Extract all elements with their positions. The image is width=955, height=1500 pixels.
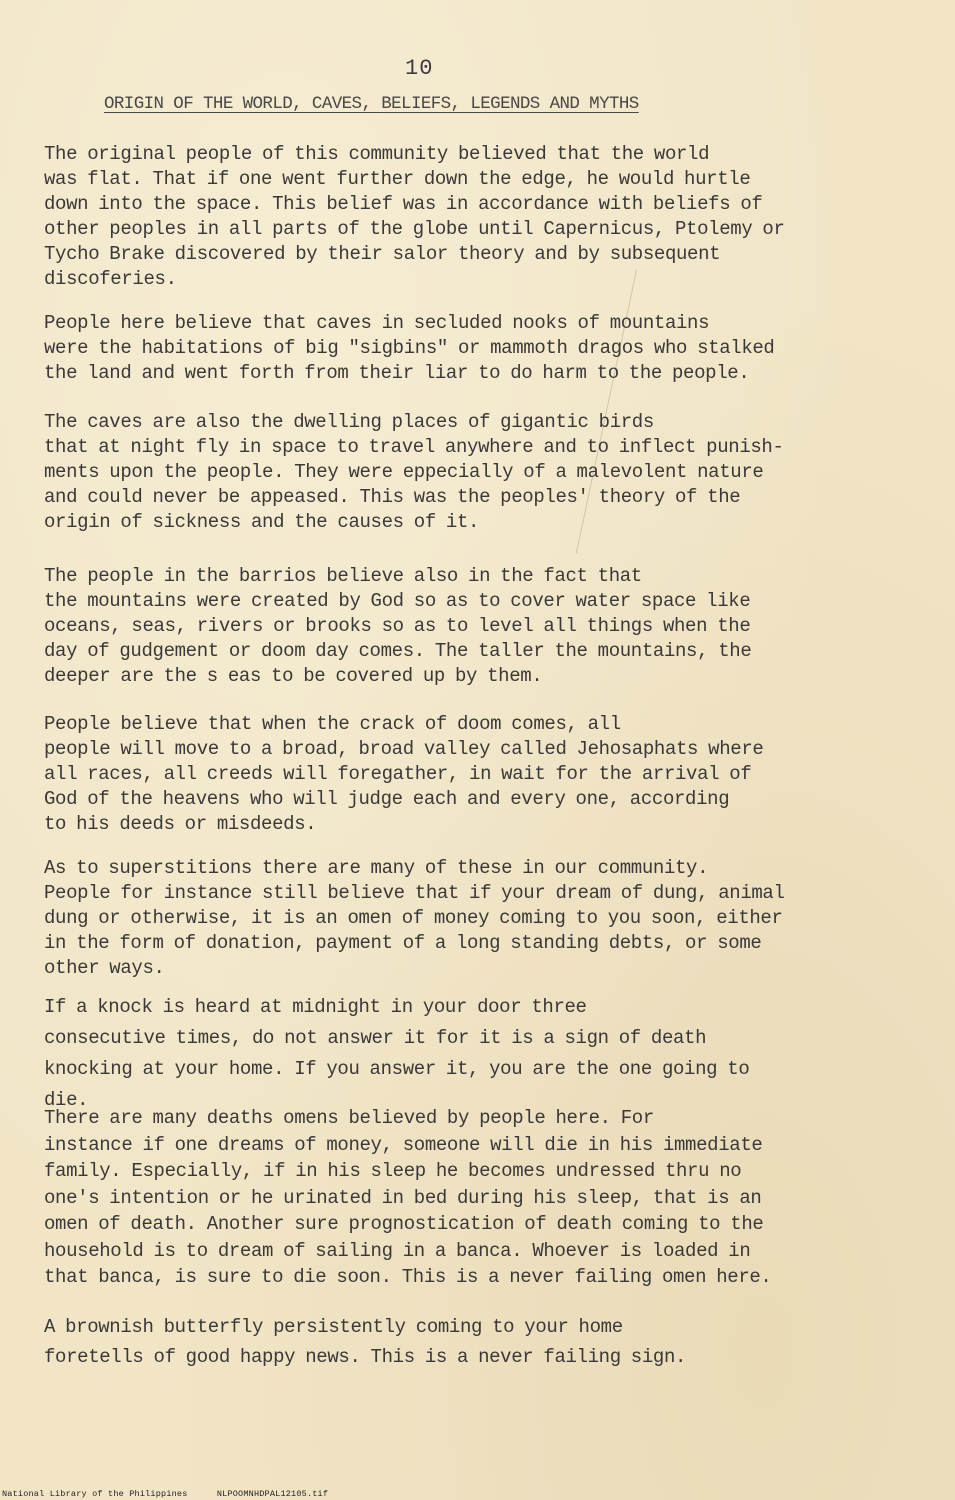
paragraph-brownish-butterfly: A brownish butterfly persistently coming to your home foretells of good happy news. This is a never failing sign.: [44, 1316, 687, 1368]
paragraph-mountains-creation: The people in the barrios believe also in the fact that the mountains were created by God so as to cover water space like oceans, seas, rivers or brooks so as to level all things when the day of gudgement or doom day comes. The taller the mountains, the deeper are the s eas to be covered up by them.: [44, 565, 752, 687]
paragraph-gigantic-birds: The caves are also the dwelling places of gigantic birds that at night fly in space to travel anywhere and to inflect punish- ments upon the people. They were eppecially of a malevolent nature and could never be appeased. This was the peoples' theory of the origin of sickness and the causes of it.: [44, 411, 784, 533]
footer-library-name: National Library of the Philippines: [2, 1489, 188, 1499]
paragraph-caves-sigbins: People here believe that caves in secluded nooks of mountains were the habitations of big "sigbins" or mammoth dragos who stalked the land and went forth from their liar to do harm to the people.: [44, 312, 775, 384]
paragraph-origin-flat-world: The original people of this community believed that the world was flat. That if one went further down the edge, he would hurtle down into the space. This belief was in accordance with beliefs of other peoples in all parts of the globe until Capernicus, Ptolemy or Tycho Brake discovered by their salor theory and by subsequent discoferies.: [44, 143, 785, 290]
footer-file-id: NLPOOMNHDPAL12105.tif: [216, 1489, 329, 1499]
paragraph-death-omens: There are many deaths omens believed by people here. For instance if one dreams of money, someone will die in his immediate family. Especially, if in his sleep he becomes undressed thru no one's intention or he urinated in bed during his sleep, that is an omen of death. Another sure prognostication of death coming to the household is to dream of sailing in a banca. Whoever is loaded in that banca, is sure to die soon. This is a never failing omen here.: [44, 1107, 772, 1288]
scan-footer: [2, 1489, 352, 1499]
paragraph-crack-of-doom: People believe that when the crack of doom comes, all people will move to a broad, broad valley called Jehosaphats where all races, all creeds will foregather, in wait for the arrival of God of the heavens who will judge each and every one, according to his deeds or misdeeds.: [44, 713, 764, 835]
paragraph-midnight-knock: If a knock is heard at midnight in your door three consecutive times, do not answer it for it is a sign of death knocking at your home. If you answer it, you are the one going to die.: [44, 996, 750, 1111]
paragraph-superstitions-dung: As to superstitions there are many of these in our community. People for instance still believe that if your dream of dung, animal dung or otherwise, it is an omen of money coming to you soon, either in the form of donation, payment of a long standing debts, or some other ways.: [44, 857, 785, 979]
page-number: 10: [405, 56, 434, 81]
document-title: ORIGIN OF THE WORLD, CAVES, BELIEFS, LEGENDS AND MYTHS: [104, 94, 639, 114]
